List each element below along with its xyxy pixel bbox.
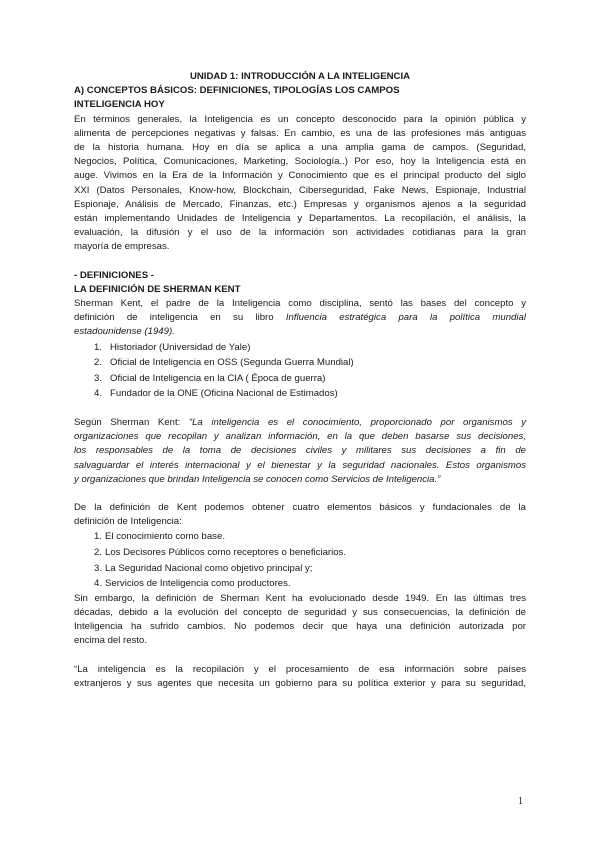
paragraph-line: “La inteligencia es la recopilación y el procesamiento de esa información sobre países [74, 663, 526, 675]
list-item [74, 545, 526, 561]
book-title: Influencia estratégica para la política mundial [285, 312, 526, 324]
elements-list [74, 529, 526, 591]
paragraph-line: décadas, debido a la evolución del concepto de seguridad y sus consecuencias, la definición de [74, 607, 526, 619]
document-page [74, 70, 526, 691]
list-number: 3. [93, 562, 102, 574]
paragraph-line: de la historia humana. Hoy en día se aplica a una amplia gama de campos. (Seguridad, [74, 142, 526, 154]
list-text: Historiador (Universidad de Yale) [110, 341, 251, 353]
paragraph-text: definición de inteligencia en su libro [74, 312, 286, 324]
list-text: Los Decisores Públicos como receptores o beneficiarios. [105, 547, 347, 559]
unit-title: UNIDAD 1: INTRODUCCIÓN A LA INTELIGENCIA [189, 71, 411, 82]
kent-roles-list [74, 340, 526, 402]
paragraph-line: alimenta de percepciones negativas y falsas. En cambio, es una de las profesiones más antiguas [74, 127, 526, 139]
list-number: 1. [93, 341, 102, 353]
list-text: Oficial de Inteligencia en la CIA ( Época de guerra) [110, 372, 326, 384]
paragraph-line: De la definición de Kent podemos obtener cuatro elementos básicos y fundacionales de la [74, 502, 526, 514]
page-number: 1 [518, 796, 523, 807]
list-item [74, 561, 526, 577]
paragraph-line: XXI (Datos Personales, Know-how, Blockchain, Ciberseguridad, Fake News, Espionaje, Industrial [74, 184, 526, 196]
paragraph-line: Sin embargo, la definición de Sherman Kent ha evolucionado desde 1949. En las últimas tres [74, 592, 526, 604]
quote-line: salvaguardar el interés internacional y el bienestar y la seguridad nacionales. Estos organismos [74, 459, 526, 471]
list-item [74, 529, 526, 545]
list-number: 3. [93, 372, 102, 384]
paragraph-line: evaluación, la difusión y el uso de la información son actividades cotidianas para la gran [74, 227, 526, 239]
intro-paragraph [74, 113, 526, 255]
book-title-continued: estadounidense (1949). [74, 326, 175, 338]
list-item [74, 340, 526, 356]
kent-quote-paragraph [74, 416, 526, 487]
paragraph-line [74, 416, 526, 430]
paragraph-line [74, 311, 526, 325]
list-text: La Seguridad Nacional como objetivo principal y; [105, 562, 313, 574]
evolution-paragraph [74, 592, 526, 649]
list-text: Fundador de la ONE (Oficina Nacional de Estimados) [110, 388, 338, 400]
final-quote-paragraph [74, 663, 526, 691]
quote-text: “La inteligencia es el conocimiento, proporcionado por organismos y [188, 417, 526, 429]
definitions-heading: - DEFINICIONES - [74, 269, 154, 281]
list-text: Oficial de Inteligencia en OSS (Segunda Guerra Mundial) [110, 357, 354, 369]
elements-intro-paragraph [74, 501, 526, 529]
kent-intro-paragraph [74, 297, 526, 340]
paragraph-line: En términos generales, la Inteligencia es un concepto desconocido para la opinión pública y [74, 113, 526, 125]
paragraph-line: Negocios, Política, Comunicaciones, Marketing, Sociología..) Por eso, hoy la Inteligencia está en [74, 156, 526, 168]
list-item [74, 576, 526, 592]
paragraph-line: encima del resto. [74, 635, 148, 647]
paragraph-line: están implementando Unidades de Inteligencia y Departamentos. La recopilación, el análisis, la [74, 213, 526, 225]
paragraph-line: Inteligencia ha sufrido cambios. No podemos decir que haya una definición autorizada por [74, 621, 526, 633]
list-number: 4. [93, 578, 102, 590]
paragraph-line: Espionaje, Análisis de Mercado, Finanzas, etc.) Empresas y organismos ajenos a la seguridad [74, 198, 526, 210]
paragraph-line: auge. Vivimos en la Era de la Información y Conocimiento que es el principal producto del siglo [74, 170, 526, 182]
paragraph-line: Sherman Kent, el padre de la Inteligencia como disciplina, sentó las bases del concepto y [74, 298, 526, 310]
quote-line: organizaciones que recopilan y analizan información, en la que deben basarse sus decisiones, [74, 431, 526, 443]
list-text: Servicios de Inteligencia como productores. [105, 578, 291, 590]
list-number: 4. [93, 388, 102, 400]
quote-prefix: Según Sherman Kent: [74, 417, 189, 429]
kent-heading: LA DEFINICIÓN DE SHERMAN KENT [74, 283, 241, 295]
list-text: El conocimiento como base. [105, 531, 225, 543]
list-item [74, 355, 526, 371]
paragraph-line: extranjeros y sus agentes que necesita un gobierno para su política exterior y para su seguridad, [74, 677, 526, 689]
list-item [74, 371, 526, 387]
subsection-heading: INTELIGENCIA HOY [74, 99, 165, 111]
list-number: 2. [93, 357, 102, 369]
paragraph-line: definición de Inteligencia: [74, 516, 182, 528]
list-item [74, 386, 526, 402]
paragraph-line: mayoría de empresas. [74, 241, 170, 253]
list-number: 1. [93, 531, 102, 543]
quote-line: y organizaciones que brindan Inteligencia se conocen como Servicios de Inteligencia.” [74, 473, 441, 485]
list-number: 2. [93, 547, 102, 559]
section-a-heading: A) CONCEPTOS BÁSICOS: DEFINICIONES, TIPOLOGÍAS LOS CAMPOS [74, 85, 400, 97]
quote-line: los responsables de la toma de decisiones civiles y militares sus decisiones a fin de [74, 445, 526, 457]
